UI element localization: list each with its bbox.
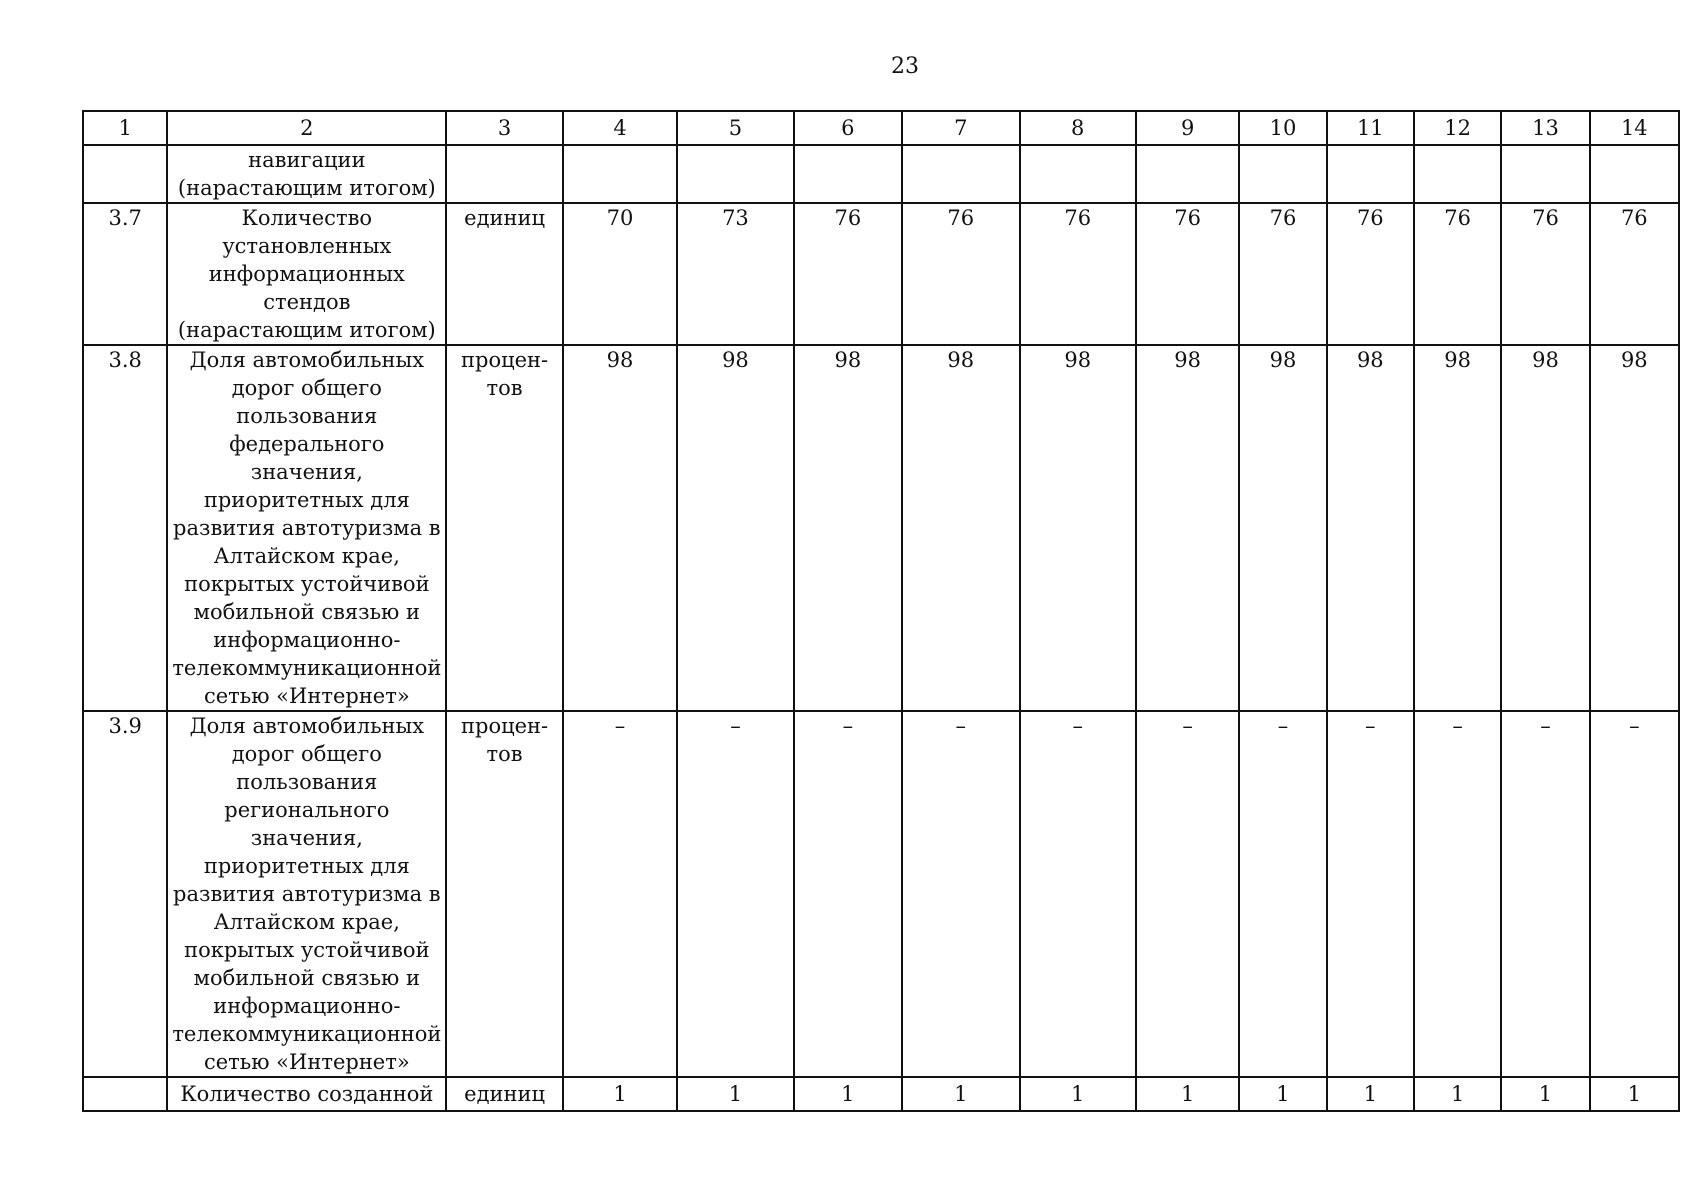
table-row [83,145,1679,203]
table-row [83,203,1679,345]
value-cell: 76 [1239,203,1326,345]
column-header: 5 [677,111,793,145]
value-cell: 76 [1136,203,1239,345]
value-cell: 76 [794,203,902,345]
value-cell: – [1590,711,1679,1077]
value-cell: 1 [1020,1077,1136,1111]
row-number: 3.8 [83,345,167,711]
value-cell [794,145,902,203]
column-header: 13 [1501,111,1589,145]
indicator-name: Доля автомобильных дорог общего пользования федерального значения, приоритетных для развития автотуризма в Алтайском крае, покрытых устойчивой мобильной связью и информационно- телекоммуникационной сетью «Интернет» [167,345,446,711]
value-cell [902,145,1019,203]
row-number [83,145,167,203]
value-cell [1239,145,1326,203]
value-cell: 73 [677,203,793,345]
value-cell [677,145,793,203]
indicators-table [82,110,1680,1112]
value-cell: 1 [677,1077,793,1111]
value-cell: 76 [1590,203,1679,345]
value-cell: – [1136,711,1239,1077]
value-cell: – [902,711,1019,1077]
indicator-name: Количество установленных информационных стендов (нарастающим итогом) [167,203,446,345]
value-cell: 1 [1239,1077,1326,1111]
column-header: 9 [1136,111,1239,145]
value-cell [1327,145,1414,203]
unit-cell [446,145,562,203]
value-cell: 76 [1414,203,1501,345]
value-cell: 98 [794,345,902,711]
value-cell: 98 [1020,345,1136,711]
indicator-name: Количество созданной [167,1077,446,1111]
value-cell: – [1239,711,1326,1077]
row-number: 3.7 [83,203,167,345]
value-cell: 1 [1590,1077,1679,1111]
value-cell: 98 [1239,345,1326,711]
value-cell: – [1501,711,1589,1077]
column-header: 3 [446,111,562,145]
value-cell: 98 [1414,345,1501,711]
indicator-name: навигации (нарастающим итогом) [167,145,446,203]
value-cell: 76 [1020,203,1136,345]
value-cell: 76 [1327,203,1414,345]
value-cell: 70 [563,203,677,345]
value-cell [1590,145,1679,203]
value-cell: 1 [1414,1077,1501,1111]
column-header: 10 [1239,111,1326,145]
column-header: 4 [563,111,677,145]
table-header-row [83,111,1679,145]
value-cell: – [677,711,793,1077]
column-header: 1 [83,111,167,145]
value-cell: 1 [1136,1077,1239,1111]
value-cell: 76 [902,203,1019,345]
value-cell [563,145,677,203]
column-header: 6 [794,111,902,145]
unit-cell: единиц [446,203,562,345]
value-cell: 1 [1327,1077,1414,1111]
value-cell: 98 [563,345,677,711]
column-header: 12 [1414,111,1501,145]
value-cell: – [1327,711,1414,1077]
value-cell: 98 [677,345,793,711]
indicator-name: Доля автомобильных дорог общего пользования регионального значения, приоритетных для развития автотуризма в Алтайском крае, покрытых устойчивой мобильной связью и информационно- телекоммуникационной сетью «Интернет» [167,711,446,1077]
page-number: 23 [891,54,919,79]
value-cell: 98 [902,345,1019,711]
unit-cell: процен- тов [446,711,562,1077]
table-row [83,1077,1679,1111]
value-cell [1020,145,1136,203]
column-header: 14 [1590,111,1679,145]
unit-cell: единиц [446,1077,562,1111]
column-header: 11 [1327,111,1414,145]
value-cell: 98 [1136,345,1239,711]
table-row [83,711,1679,1077]
value-cell: 1 [1501,1077,1589,1111]
value-cell: – [563,711,677,1077]
value-cell: 1 [902,1077,1019,1111]
value-cell: 98 [1590,345,1679,711]
value-cell [1136,145,1239,203]
value-cell: 76 [1501,203,1589,345]
column-header: 7 [902,111,1019,145]
column-header: 8 [1020,111,1136,145]
value-cell: – [794,711,902,1077]
unit-cell: процен- тов [446,345,562,711]
value-cell: – [1020,711,1136,1077]
value-cell [1501,145,1589,203]
value-cell: 98 [1501,345,1589,711]
column-header: 2 [167,111,446,145]
value-cell: 1 [794,1077,902,1111]
value-cell: 98 [1327,345,1414,711]
value-cell [1414,145,1501,203]
value-cell: – [1414,711,1501,1077]
row-number [83,1077,167,1111]
row-number: 3.9 [83,711,167,1077]
table-row [83,345,1679,711]
value-cell: 1 [563,1077,677,1111]
